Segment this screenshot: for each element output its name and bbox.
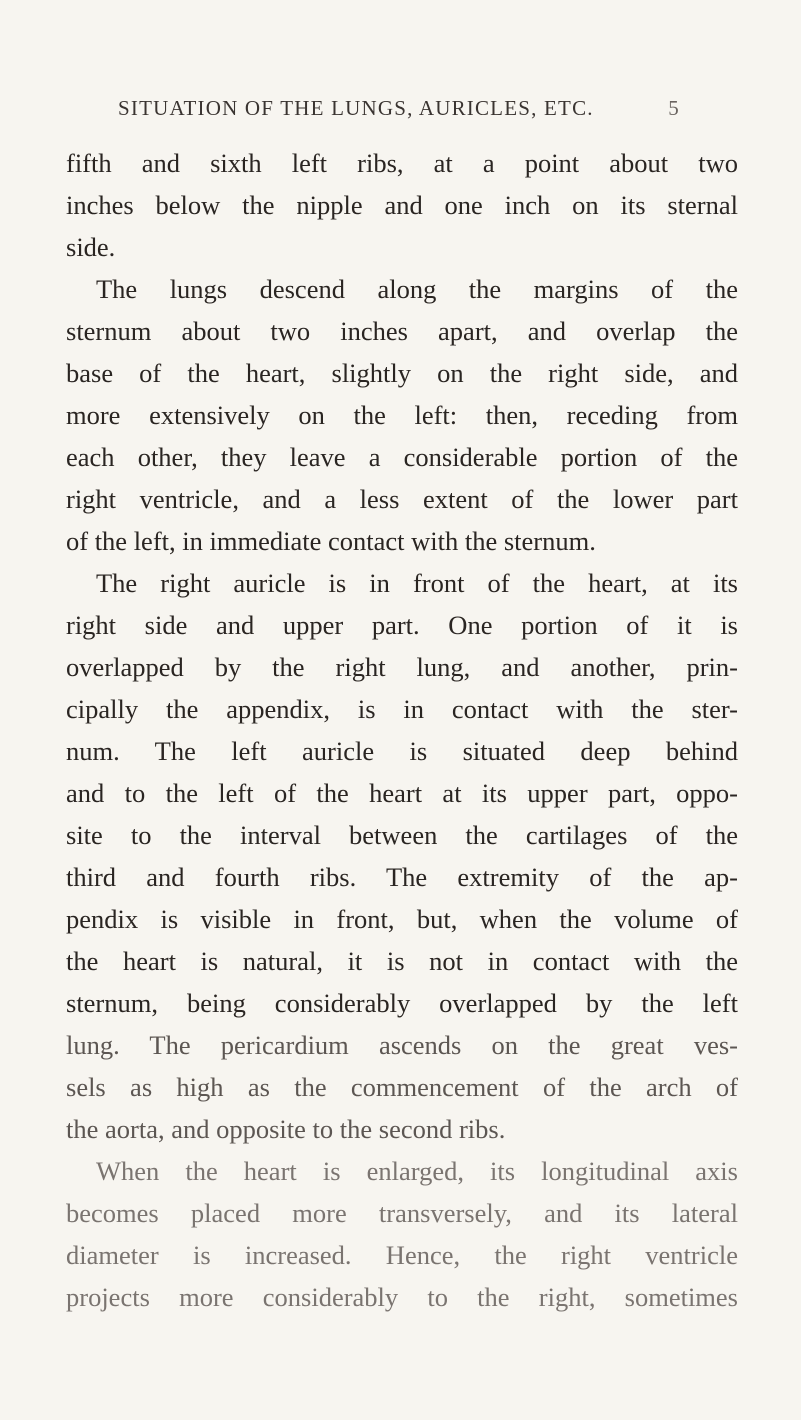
text-line: more extensively on the left: then, receding from xyxy=(66,400,738,430)
text-line: becomes placed more transversely, and its lateral xyxy=(66,1198,738,1228)
text-line: sels as high as the commencement of the arch of xyxy=(66,1072,738,1102)
text-line: diameter is increased. Hence, the right ventricle xyxy=(66,1240,738,1270)
text-line: When the heart is enlarged, its longitudinal axis xyxy=(96,1156,738,1186)
text-line: each other, they leave a considerable portion of the xyxy=(66,442,738,472)
text-line: lung. The pericardium ascends on the great ves- xyxy=(66,1030,738,1060)
text-line: inches below the nipple and one inch on its sternal xyxy=(66,190,738,220)
running-title: SITUATION OF THE LUNGS, AURICLES, ETC. xyxy=(118,96,594,120)
text-line: right side and upper part. One portion of it is xyxy=(66,610,738,640)
text-line: and to the left of the heart at its upper part, oppo- xyxy=(66,778,738,808)
text-line: the heart is natural, it is not in contact with the xyxy=(66,946,738,976)
text-line: fifth and sixth left ribs, at a point about two xyxy=(66,148,738,178)
text-line: pendix is visible in front, but, when the volume of xyxy=(66,904,738,934)
text-line: base of the heart, slightly on the right side, and xyxy=(66,358,738,388)
text-line: third and fourth ribs. The extremity of the ap- xyxy=(66,862,738,892)
text-line: cipally the appendix, is in contact with the ster- xyxy=(66,694,738,724)
text-line: right ventricle, and a less extent of the lower part xyxy=(66,484,738,514)
text-line: The right auricle is in front of the heart, at its xyxy=(96,568,738,598)
text-line: site to the interval between the cartilages of the xyxy=(66,820,738,850)
text-line: projects more considerably to the right, sometimes xyxy=(66,1282,738,1312)
text-line: side. xyxy=(66,232,116,262)
text-line: the aorta, and opposite to the second ribs. xyxy=(66,1114,506,1144)
text-line: sternum about two inches apart, and overlap the xyxy=(66,316,738,346)
text-line: of the left, in immediate contact with the sternum. xyxy=(66,526,596,556)
text-line: overlapped by the right lung, and another, prin- xyxy=(66,652,738,682)
text-line: num. The left auricle is situated deep behind xyxy=(66,736,738,766)
page-number: 5 xyxy=(668,96,680,120)
text-line: The lungs descend along the margins of the xyxy=(96,274,738,304)
running-head xyxy=(118,96,680,126)
text-line: sternum, being considerably overlapped by the left xyxy=(66,988,738,1018)
